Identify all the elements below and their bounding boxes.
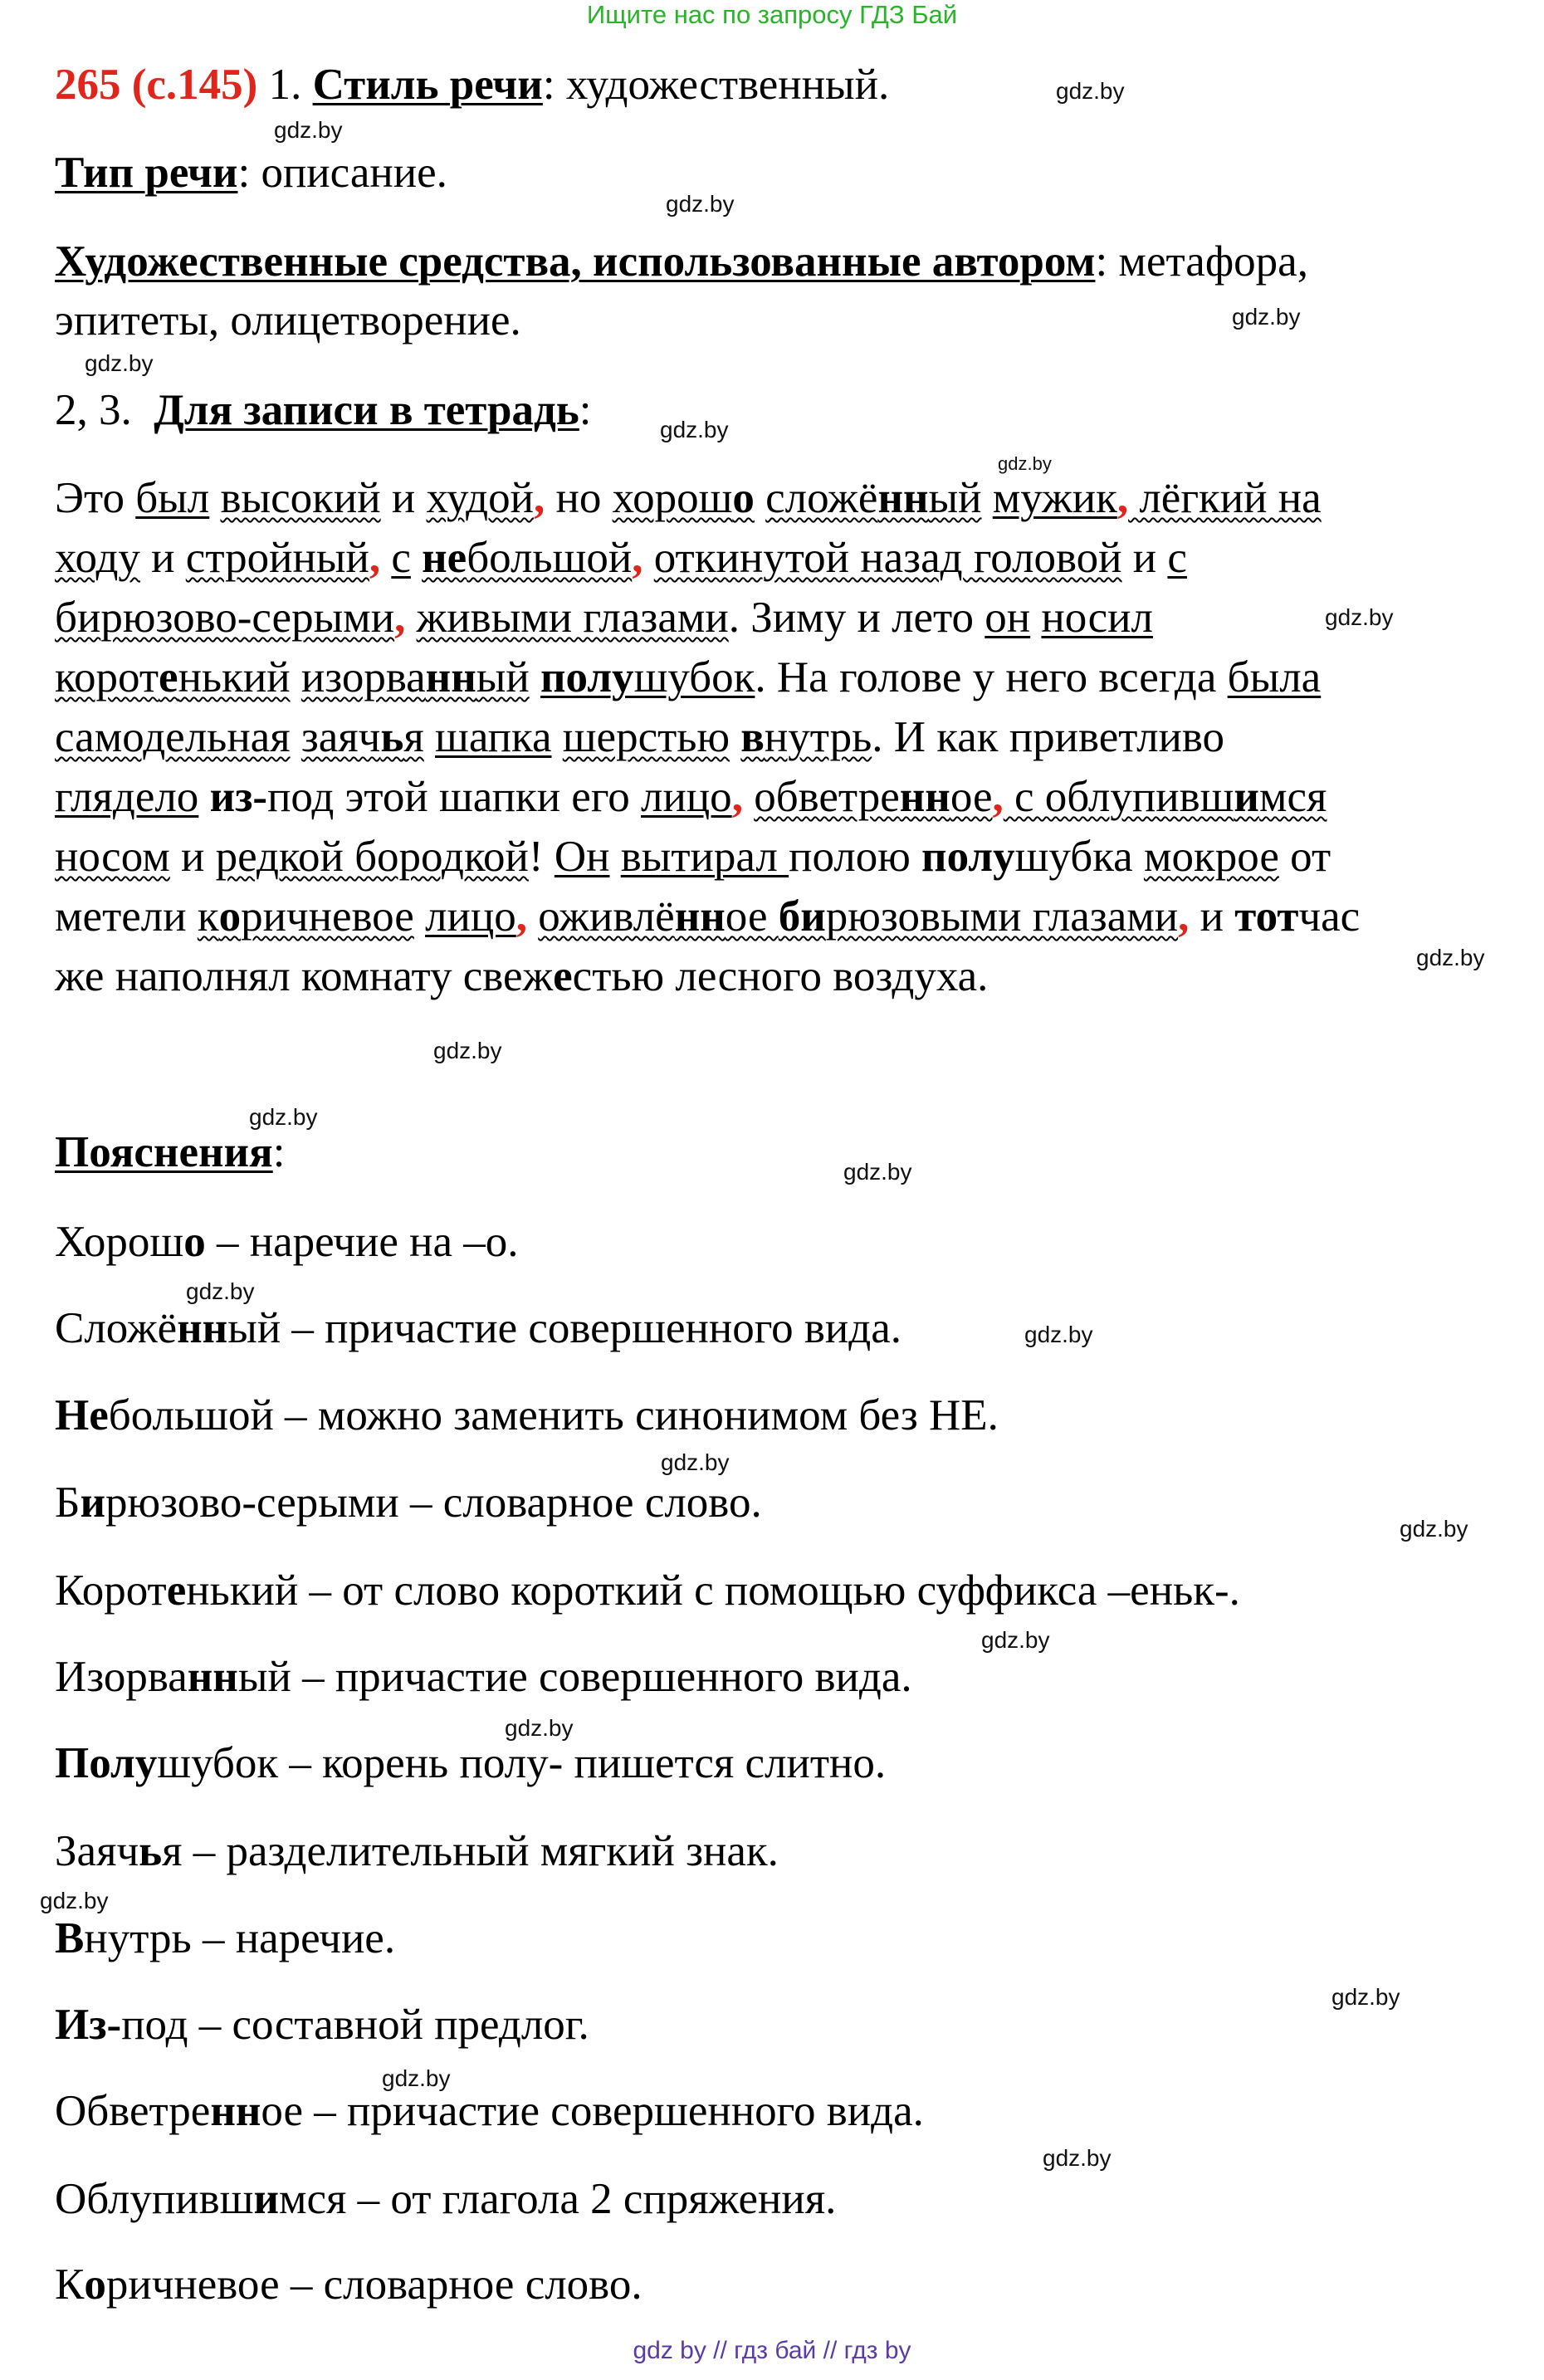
task-line-3 <box>55 237 1308 286</box>
t: нн <box>674 892 726 941</box>
comma: , <box>731 773 743 821</box>
t: е <box>553 952 573 1000</box>
t <box>743 773 754 821</box>
t: оживлё <box>538 892 675 941</box>
explanation-item <box>55 1826 779 1876</box>
t: нький <box>178 653 291 701</box>
t: стью лесного воздуха. <box>572 952 989 1000</box>
watermark: gdz.by <box>1056 78 1125 104</box>
explanation-post: мся – от глагола 2 спряжения. <box>278 2175 837 2223</box>
explanation-pre: Б <box>55 1478 81 1527</box>
explanation-post: рюзово-серыми – словарное слово. <box>105 1478 762 1527</box>
t: он <box>985 594 1031 642</box>
t: нн <box>425 653 476 701</box>
explanation-post: – наречие на –о. <box>205 1218 519 1266</box>
style-value: : художественный. <box>542 61 890 109</box>
watermark: gdz.by <box>1400 1516 1468 1542</box>
t: корот <box>55 653 159 701</box>
t <box>643 534 654 582</box>
watermark: gdz.by <box>1331 1984 1400 2010</box>
t: не <box>422 534 467 582</box>
watermark: gdz.by <box>981 1627 1050 1653</box>
t: была <box>1227 653 1322 701</box>
t: и <box>139 534 186 582</box>
explanation-post: ричневое – словарное слово. <box>105 2260 643 2309</box>
t: тот <box>1234 892 1299 941</box>
t: полою <box>789 833 922 881</box>
t: сложё <box>765 474 878 522</box>
t: ходу <box>55 534 140 582</box>
watermark: gdz.by <box>40 1888 109 1913</box>
explanation-item <box>55 1217 519 1267</box>
text-line-1 <box>55 473 1322 523</box>
t: полу <box>540 653 634 701</box>
explanation-post: нький – от слово короткий с помощью суффикса –еньк-. <box>186 1566 1240 1615</box>
watermark: gdz.by <box>1416 945 1485 970</box>
t: о <box>218 892 242 941</box>
explanation-post: нутрь – наречие. <box>84 1914 396 1962</box>
watermark: gdz.by <box>843 1159 912 1185</box>
explanation-post: шубок – корень полу- пишется слитно. <box>157 1739 887 1787</box>
t: заяч <box>300 713 381 761</box>
t: носил <box>1041 594 1153 642</box>
comma: , <box>369 534 381 582</box>
watermark: gdz.by <box>1232 304 1301 330</box>
explanation-item <box>55 2174 836 2224</box>
t: и <box>1234 773 1259 821</box>
comma: , <box>515 892 527 941</box>
t: мокрое <box>1143 833 1279 881</box>
t <box>198 773 209 821</box>
t: лицо <box>425 892 516 941</box>
t <box>209 474 220 522</box>
explanations-title: Пояснения <box>55 1128 273 1176</box>
explanation-bold-pre: Не <box>55 1391 109 1439</box>
t: но <box>545 474 613 522</box>
explanation-bold: и <box>253 2175 279 2223</box>
explanation-post: ый – причастие совершенного вида. <box>237 1653 912 1701</box>
means-value-2: эпитеты, олицетворение. <box>55 296 521 345</box>
task-line-2 <box>55 148 447 198</box>
t <box>552 713 563 761</box>
t: из- <box>209 773 268 821</box>
t: полу <box>921 833 1015 881</box>
t <box>609 833 620 881</box>
t: лёгкий на <box>1128 474 1322 522</box>
watermark: gdz.by <box>1043 2145 1112 2171</box>
t: би <box>778 892 826 941</box>
t <box>755 474 765 522</box>
t: би <box>55 594 101 642</box>
t: редкой бородкой <box>215 833 529 881</box>
t: . На голове у него всегда <box>755 653 1228 701</box>
t: ое <box>725 892 779 941</box>
text-line-7 <box>55 832 1331 882</box>
t: вытирал <box>620 833 789 881</box>
explanation-pre: Заяч <box>55 1827 139 1875</box>
t: ! <box>528 833 555 881</box>
t: мужик <box>992 474 1117 522</box>
style-label: Стиль речи <box>312 61 543 109</box>
watermark: gdz.by <box>1325 604 1394 630</box>
t: хорош <box>612 474 733 522</box>
t: ричневое <box>241 892 414 941</box>
explanation-post: большой – можно заменить синонимом без НЕ. <box>108 1391 999 1439</box>
explanation-item <box>55 2000 589 2050</box>
t: от <box>1278 833 1331 881</box>
comma: , <box>533 474 545 522</box>
t: носом <box>55 833 170 881</box>
colon: : <box>272 1128 286 1176</box>
t: откинутой назад головой <box>653 534 1122 582</box>
explanation-bold: нн <box>210 2087 261 2135</box>
t: в <box>740 713 765 761</box>
task-line-5 <box>55 385 592 435</box>
explanation-bold: нн <box>177 1304 228 1352</box>
t: шапка <box>435 713 552 761</box>
t <box>530 653 540 701</box>
t: стройный <box>185 534 369 582</box>
t: и <box>1121 534 1168 582</box>
explanation-post: я – разделительный мягкий знак. <box>162 1827 779 1875</box>
t: нн <box>877 474 929 522</box>
watermark: gdz.by <box>85 350 154 376</box>
explanation-post: ое – причастие совершенного вида. <box>261 2087 924 2135</box>
t: живыми глазами <box>416 594 729 642</box>
text-line-4 <box>55 652 1321 702</box>
t <box>405 594 416 642</box>
t: высокий <box>220 474 381 522</box>
t: . И как приветливо <box>872 713 1225 761</box>
t: е <box>159 653 178 701</box>
t: шерстью <box>562 713 730 761</box>
t: ое <box>950 773 993 821</box>
t: нн <box>899 773 950 821</box>
t: о <box>732 474 755 522</box>
t: был <box>135 474 210 522</box>
explanation-bold: нн <box>187 1653 238 1701</box>
t: ь <box>380 713 404 761</box>
means-value-1: : метафора, <box>1095 237 1308 286</box>
t: худой <box>426 474 534 522</box>
explanation-pre: Изорва <box>55 1653 188 1701</box>
notebook-label: Для записи в тетрадь <box>154 386 579 434</box>
explanation-pre: Хорош <box>55 1218 184 1266</box>
explanation-item <box>55 2260 643 2309</box>
text-line-9 <box>55 951 988 1001</box>
t: рюзовыми глазами <box>825 892 1179 941</box>
explanation-bold: и <box>80 1478 105 1527</box>
explanation-bold: е <box>166 1566 187 1615</box>
t: обветре <box>754 773 900 821</box>
watermark: gdz.by <box>1024 1322 1093 1347</box>
watermark: gdz.by <box>249 1104 318 1130</box>
t: ый <box>476 653 530 701</box>
watermark: gdz.by <box>382 2065 451 2091</box>
explanation-item <box>55 2086 924 2136</box>
explanation-item <box>55 1913 395 1963</box>
text-line-8 <box>55 892 1360 941</box>
explanation-item <box>55 1566 1240 1615</box>
t <box>730 713 740 761</box>
t: и <box>169 833 216 881</box>
explanation-pre: К <box>55 2260 85 2309</box>
explanation-pre: Корот <box>55 1566 167 1615</box>
notebook-colon: : <box>579 386 592 434</box>
text-line-6 <box>55 772 1327 822</box>
type-label: Тип речи <box>55 149 238 197</box>
explanation-item <box>55 1390 999 1440</box>
t: же наполнял комнату свеж <box>55 952 554 1000</box>
task-number: 265 (с.145) <box>55 61 258 109</box>
comma: , <box>394 594 406 642</box>
t <box>411 534 422 582</box>
explanation-item <box>55 1478 762 1527</box>
t: большой <box>467 534 633 582</box>
text-line-2 <box>55 533 1187 583</box>
comma: , <box>1178 892 1190 941</box>
t <box>527 892 538 941</box>
top-banner[interactable]: Ищите нас по запросу ГДЗ Бай <box>586 0 958 29</box>
explanation-bold-pre: В <box>55 1914 85 1962</box>
explanation-bold: ь <box>139 1827 163 1875</box>
t: Это <box>55 474 136 522</box>
explanation-bold-pre: Из- <box>55 2001 122 2049</box>
explanation-post: ый – причастие совершенного вида. <box>227 1304 902 1352</box>
item-1-marker: 1. <box>268 61 302 109</box>
t: с <box>1167 534 1187 582</box>
means-label: Художественные средства, использованные автором <box>55 237 1096 286</box>
explanation-bold: о <box>84 2260 106 2309</box>
task-line-4 <box>55 296 521 345</box>
explanation-item <box>55 1303 901 1353</box>
items-2-3: 2, 3. <box>55 386 132 434</box>
t: с облупивш <box>1003 773 1234 821</box>
comma: , <box>1116 474 1129 522</box>
t <box>380 534 391 582</box>
t: и <box>380 474 427 522</box>
text-line-3 <box>55 593 1153 643</box>
t: ый <box>928 474 982 522</box>
bottom-banner[interactable]: gdz by // гдз бай // гдз by <box>633 2337 911 2364</box>
explanation-bold-pre: Полу <box>55 1739 158 1787</box>
t: глядело <box>55 773 199 821</box>
t: лицо <box>641 773 732 821</box>
t: самодельная <box>55 713 291 761</box>
watermark: gdz.by <box>186 1278 255 1304</box>
t <box>982 474 993 522</box>
t: . Зиму и лето <box>728 594 985 642</box>
watermark: gdz.by <box>433 1038 502 1063</box>
watermark: gdz.by <box>661 1449 730 1475</box>
t <box>291 713 301 761</box>
type-value: : описание. <box>237 149 447 197</box>
comma: , <box>632 534 643 582</box>
t <box>1030 594 1041 642</box>
watermark: gdz.by <box>998 453 1052 474</box>
t: с <box>391 534 411 582</box>
t: к <box>197 892 219 941</box>
explanations-heading <box>55 1127 285 1177</box>
explanation-pre: Обветре <box>55 2087 211 2135</box>
watermark: gdz.by <box>666 191 735 217</box>
task-line-1 <box>55 60 889 110</box>
t: мся <box>1258 773 1327 821</box>
t: изорва <box>300 653 426 701</box>
t: час <box>1298 892 1361 941</box>
t <box>414 892 425 941</box>
explanation-pre: Сложё <box>55 1304 178 1352</box>
t: нутрь <box>764 713 872 761</box>
explanation-bold: о <box>183 1218 206 1266</box>
t: шубка <box>1014 833 1144 881</box>
watermark: gdz.by <box>274 117 343 143</box>
explanation-item <box>55 1652 912 1702</box>
t <box>424 713 435 761</box>
t: под этой шапки его <box>267 773 641 821</box>
explanation-item <box>55 1738 886 1788</box>
explanation-post: под – составной предлог. <box>121 2001 589 2049</box>
watermark: gdz.by <box>660 417 729 442</box>
t: я <box>403 713 424 761</box>
comma: , <box>992 773 1004 821</box>
watermark: gdz.by <box>505 1715 574 1741</box>
t: рюзово-серыми <box>100 594 395 642</box>
t <box>291 653 301 701</box>
t: метели <box>55 892 198 941</box>
t: шубок <box>633 653 755 701</box>
text-line-5 <box>55 712 1224 762</box>
t: и <box>1189 892 1235 941</box>
explanation-pre: Облупивш <box>55 2175 254 2223</box>
t: Он <box>554 833 610 881</box>
